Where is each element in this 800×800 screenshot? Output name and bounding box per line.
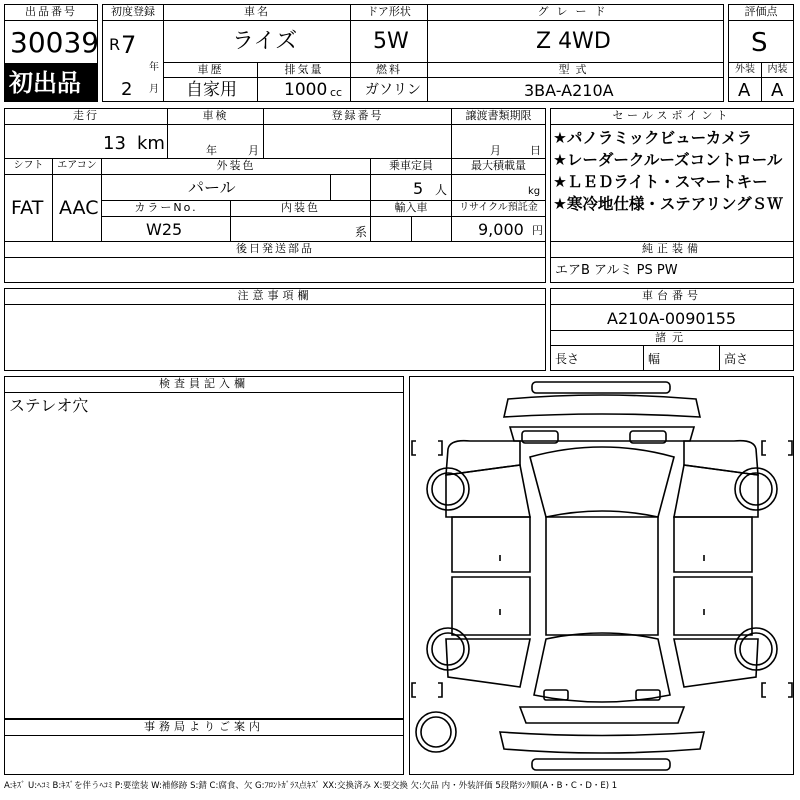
dims-length-cell	[550, 345, 644, 371]
dims-length-label: 長さ	[555, 352, 580, 366]
later-parts-cell	[4, 257, 546, 283]
reg-month-unit: 月	[149, 84, 159, 95]
recycle-value: 9,000	[478, 220, 524, 239]
transfer-month-unit: 月	[490, 144, 501, 157]
car-diagram-svg	[410, 377, 795, 776]
exterior-color-value: パール	[188, 178, 236, 197]
grade-value: Z 4WD	[536, 29, 611, 54]
import-cell-b	[411, 216, 452, 242]
mileage-unit: km	[137, 133, 165, 154]
office-label: 事務局よりご案内	[4, 719, 404, 736]
mileage-cell	[4, 124, 168, 159]
reg-year-unit: 年	[149, 62, 159, 73]
sales-point-item: ★レーダークルーズコントロール	[553, 151, 783, 169]
ac-cell	[52, 174, 102, 242]
first-listing-badge	[4, 64, 98, 102]
ac-label: エアコン	[52, 158, 102, 175]
recycle-label: リサイクル預託金	[451, 200, 546, 217]
interior-color-cell	[230, 216, 371, 242]
interior-score: A	[771, 80, 784, 101]
lot-label: 出品番号	[4, 4, 98, 21]
reg-month: 2	[121, 79, 133, 100]
dims-height-cell	[719, 345, 794, 371]
legend-text: A:ｷｽﾞ U:ﾍｺﾐ B:ｷｽﾞを伴うﾍｺﾐ P:要塗装 W:補修跡 S:錆 C:腐食、欠 G:ﾌﾛﾝﾄｶﾞﾗｽ点ｷｽﾞ XX:交換済み X:要交換 欠:欠品 内・外装評価 5段階ﾗﾝｸ順(A・B・C・D・E) 1	[4, 781, 618, 791]
capacity-unit: 人	[435, 183, 448, 197]
dims-label: 諸元	[550, 330, 794, 346]
grade-cell	[427, 20, 724, 63]
equipment-label: 純正装備	[550, 241, 794, 258]
grade-label: グレード	[427, 4, 724, 21]
color-no-label: カラーNo.	[101, 200, 231, 217]
model-cell	[427, 77, 724, 102]
first-listing-text: 初出品	[9, 69, 81, 97]
notes-cell	[4, 304, 546, 371]
max-load-label: 最大積載量	[451, 158, 546, 175]
shift-cell	[4, 174, 53, 242]
lot-number-cell	[4, 20, 98, 64]
score-cell	[728, 20, 794, 63]
displacement-unit: cc	[330, 86, 343, 99]
model-value: 3BA-A210A	[524, 81, 614, 100]
inspection-cell	[167, 124, 264, 159]
era-letter: R	[109, 35, 121, 54]
sales-point-item: ★パノラミックビューカメラ	[553, 129, 753, 147]
chassis-label: 車台番号	[550, 288, 794, 305]
max-load-cell	[451, 174, 546, 201]
car-name-cell	[163, 20, 351, 63]
color-no-value: W25	[146, 220, 183, 239]
first-reg-label: 初度登録	[102, 4, 164, 21]
interior-color-label: 内装色	[230, 200, 371, 217]
car-name-label: 車名	[163, 4, 351, 21]
transfer-day-unit: 日	[530, 144, 541, 157]
inspector-label: 検査員記入欄	[4, 376, 404, 393]
capacity-value: 5	[413, 179, 424, 198]
color-no-cell	[101, 216, 231, 242]
recycle-cell	[451, 216, 546, 242]
doors-value: 5W	[373, 29, 409, 54]
displacement-value: 1000	[284, 80, 328, 100]
fuel-label: 燃料	[350, 62, 428, 78]
interior-score-label: 内装	[761, 62, 794, 78]
dims-width-label: 幅	[648, 352, 661, 366]
displacement-cell	[257, 77, 351, 102]
equipment-value: エアB アルミ PS PW	[555, 263, 678, 278]
first-reg-cell	[102, 20, 164, 102]
ac-value: AAC	[59, 197, 99, 219]
mileage-label: 走行	[4, 108, 168, 125]
mileage-value: 13	[103, 133, 126, 154]
displacement-label: 排気量	[257, 62, 351, 78]
exterior-color-cell	[101, 174, 331, 201]
chassis-cell	[550, 304, 794, 331]
model-label: 型式	[427, 62, 724, 78]
office-cell	[4, 735, 404, 775]
inspector-text: ステレオ穴	[9, 396, 89, 415]
later-parts-label: 後日発送部品	[4, 241, 546, 258]
doors-label: ドア形状	[350, 4, 428, 21]
capacity-label: 乗車定員	[370, 158, 452, 175]
exterior-color-label: 外装色	[101, 158, 371, 175]
sales-points-label: セールスポイント	[550, 108, 794, 125]
transfer-label: 譲渡書類期限	[451, 108, 546, 125]
history-label: 車歴	[163, 62, 258, 78]
exterior-score-cell	[728, 77, 762, 102]
capacity-cell	[370, 174, 452, 201]
shift-value: FAT	[11, 197, 44, 219]
history-cell	[163, 77, 258, 102]
score-value: S	[751, 28, 768, 58]
car-name: ライズ	[232, 29, 298, 54]
sales-points-cell	[550, 124, 794, 242]
car-diagram	[409, 376, 794, 775]
inspection-label: 車検	[167, 108, 264, 125]
inspection-month-unit: 月	[248, 144, 259, 157]
plate-cell	[263, 124, 452, 159]
equipment-cell	[550, 257, 794, 283]
inspection-year-unit: 年	[206, 144, 217, 157]
history-value: 自家用	[186, 80, 237, 100]
interior-score-cell	[761, 77, 794, 102]
transfer-cell	[451, 124, 546, 159]
max-load-unit: kg	[528, 186, 541, 197]
import-label: 輸入車	[370, 200, 452, 217]
interior-color-suffix: 系	[355, 225, 368, 239]
exterior-score: A	[738, 80, 751, 101]
notes-label: 注意事項欄	[4, 288, 546, 305]
exterior-color-spare	[330, 174, 371, 201]
import-cell-a	[370, 216, 412, 242]
dims-height-label: 高さ	[724, 352, 749, 366]
chassis-value: A210A-0090155	[607, 309, 737, 328]
inspector-cell	[4, 392, 404, 719]
fuel-value: ガソリン	[365, 82, 421, 98]
doors-cell	[350, 20, 428, 63]
recycle-unit: 円	[532, 224, 543, 237]
shift-label: シフト	[4, 158, 53, 175]
fuel-cell	[350, 77, 428, 102]
dims-width-cell	[643, 345, 720, 371]
exterior-score-label: 外装	[728, 62, 762, 78]
reg-year: 7	[121, 31, 137, 59]
score-label: 評価点	[728, 4, 794, 21]
plate-label: 登録番号	[263, 108, 452, 125]
lot-number: 30039	[10, 26, 100, 59]
sales-point-item: ★寒冷地仕様・ステアリングＳＷ	[553, 195, 783, 213]
sales-point-item: ★ＬＥＤライト・スマートキー	[553, 173, 768, 191]
